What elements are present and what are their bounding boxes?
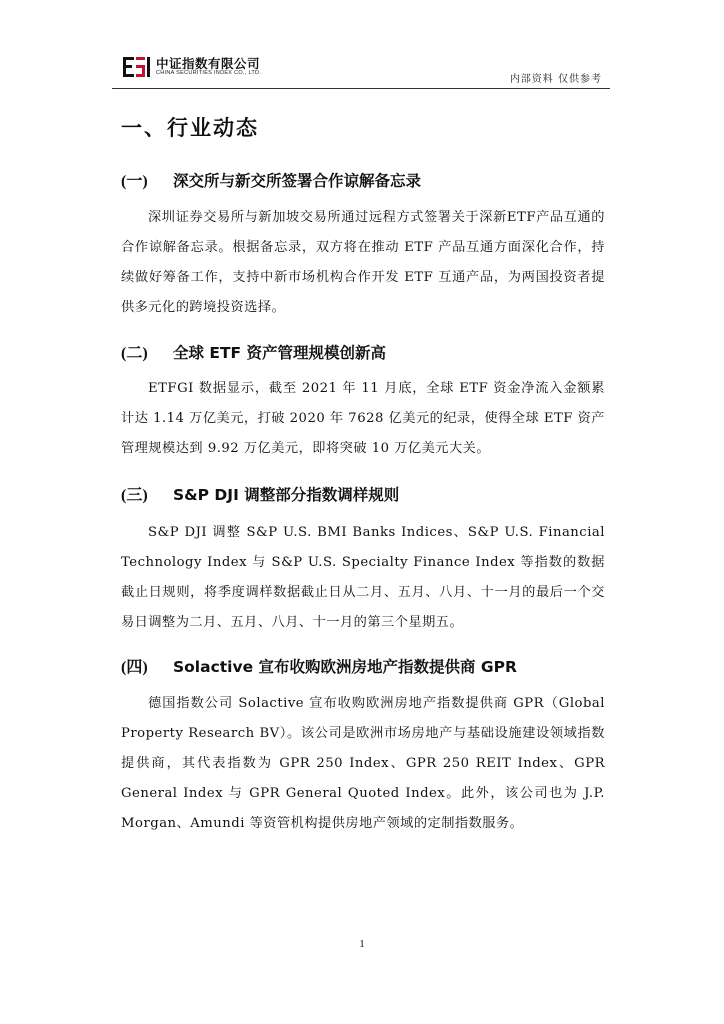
section-1-title: 深交所与新交所签署合作谅解备忘录 <box>173 172 422 190</box>
company-name-cn: 中证指数有限公司 <box>156 56 261 71</box>
section-1-heading <box>121 168 421 191</box>
header-divider <box>112 88 610 89</box>
section-3-number: (三) <box>121 487 148 504</box>
section-2-title: 全球 ETF 资产管理规模创新高 <box>173 344 387 362</box>
section-4-body: 德国指数公司 Solactive 宣布收购欧洲房地产指数提供商 GPR（Global Property Research BV）。该公司是欧洲市场房地产与基础设施建设领域指数提供商，其代表指数为 GPR 250 Index、GPR 250 REIT Index、GPR General Index 与 GPR General Quoted Index。此外，该公司也为 J.P. Morgan、Amundi 等资管机构提供房地产领域的定制指数服务。 <box>121 696 605 831</box>
section-2-heading <box>121 340 386 363</box>
page-header <box>112 52 610 92</box>
section-1-body: 深圳证券交易所与新加坡交易所通过远程方式签署关于深新ETF产品互通的合作谅解备忘录。根据备忘录，双方将在推动 ETF 产品互通方面深化合作，持续做好筹备工作，支持中新市场机构合作开发 ETF 互通产品，为两国投资者提供多元化的跨境投资选择。 <box>121 210 605 315</box>
company-name-en: CHINA SECURITIES INDEX CO., LTD. <box>156 70 262 76</box>
section-2-number: (二) <box>121 345 148 362</box>
section-3-title: S&P DJI 调整部分指数调样规则 <box>173 486 400 504</box>
company-logo <box>122 54 292 80</box>
section-4-heading <box>121 654 517 677</box>
section-2-body: ETFGI 数据显示，截至 2021 年 11 月底，全球 ETF 资金净流入金额累计达 1.14 万亿美元，打破 2020 年 7628 亿美元的纪录，使得全球 ETF 资产管理规模达到 9.92 万亿美元，即将突破 10 万亿美元大关。 <box>121 381 605 456</box>
section-4-number: (四) <box>121 659 148 676</box>
page-number: 1 <box>359 938 365 950</box>
section-3-body: S&P DJI 调整 S&P U.S. BMI Banks Indices、S&P U.S. Financial Technology Index 与 S&P U.S. Specialty Finance Index 等指数的数据截止日规则，将季度调样数据截止日从二月、五月、八月、十一月的最后一个交易日调整为二月、五月、八月、十一月的第三个星期五。 <box>121 525 605 630</box>
chapter-title: 一、行业动态 <box>121 116 259 140</box>
csi-logo-icon <box>122 54 152 80</box>
section-4-title: Solactive 宣布收购欧洲房地产指数提供商 GPR <box>173 658 517 676</box>
header-note: 内部资料 仅供参考 <box>509 74 602 85</box>
section-3-heading <box>121 482 399 505</box>
section-1-number: (一) <box>121 173 148 190</box>
